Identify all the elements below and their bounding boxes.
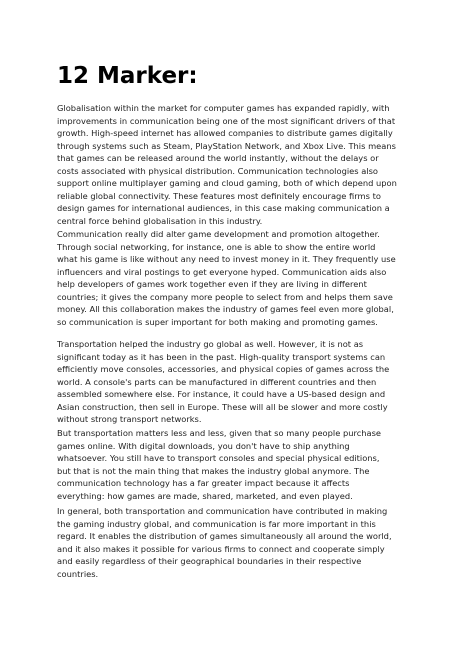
text-line: growth. High-speed internet has allowed companies to distribute games digitally <box>57 128 393 139</box>
text-line: regard. It enables the distribution of games simultaneously all around the world, <box>57 531 392 542</box>
text-line: efficiently move consoles, accessories, and physical copies of games across the <box>57 364 390 375</box>
text-line: costs associated with physical distribution. Communication technologies also <box>57 165 378 176</box>
text-line: support online multiplayer gaming and cloud gaming, both of which depend upon <box>57 178 397 189</box>
text-line: without strong transport networks. <box>57 414 202 425</box>
text-line: influencers and viral postings to get everyone hyped. Communication aids also <box>57 266 387 277</box>
text-line: Asian construction, then sell in Europe. These will all be slower and more costly <box>57 401 388 412</box>
text-line: In general, both transportation and communication have contributed in making <box>57 506 388 516</box>
text-line: and easily regardless of their geographical boundaries in their respective <box>57 556 362 567</box>
paragraph-4 <box>57 427 419 502</box>
text-line: countries. <box>57 568 99 579</box>
text-line: Through social networking, for instance, one is able to show the entire world <box>57 241 376 252</box>
text-line: games online. With digital downloads, you don't have to ship anything <box>57 440 350 451</box>
text-line: help developers of games work together even if they are living in different <box>57 279 367 290</box>
text-line: whatsoever. You still have to transport consoles and special physical editions, <box>57 453 380 464</box>
paragraph-1 <box>57 102 419 227</box>
text-line: countries; it gives the company more people to select from and helps them save <box>57 291 393 302</box>
paragraph-3 <box>57 338 419 426</box>
text-line: what his game is like without any need to invest money in it. They frequently use <box>57 254 396 265</box>
text-line: Transportation helped the industry go global as well. However, it is not as <box>57 339 364 349</box>
text-line: but that is not the main thing that makes the industry global anymore. The <box>57 465 370 476</box>
text-line: that games can be released around the world instantly, without the delays or <box>57 153 379 164</box>
text-line: significant today as it has been in the past. High-quality transport systems can <box>57 351 386 362</box>
text-line: communication technology has a far greater impact because it affects <box>57 478 350 489</box>
text-line: everything: how games are made, shared, marketed, and even played. <box>57 490 353 501</box>
text-line: the gaming industry global, and communication is far more important in this <box>57 518 376 529</box>
text-line: world. A console's parts can be manufactured in different countries and then <box>57 376 377 387</box>
text-line: design games for international audiences, in this case making communication a <box>57 203 390 214</box>
text-line: assembled somewhere else. For instance, it could have a US-based design and <box>57 389 386 400</box>
text-line: money. All this collaboration makes the industry of games feel even more global, <box>57 304 394 315</box>
text-line: through systems such as Steam, PlayStation Network, and Xbox Live. This means <box>57 140 396 151</box>
text-line: so communication is super important for both making and promoting games. <box>57 316 378 327</box>
text-line: and it also makes it possible for various firms to connect and cooperate simply <box>57 543 385 554</box>
paragraph-2 <box>57 228 419 328</box>
text-line: But transportation matters less and less, given that so many people purchase <box>57 428 382 438</box>
text-line: central force behind globalisation in this industry. <box>57 215 263 226</box>
paragraph-5 <box>57 505 419 580</box>
text-line: improvements in communication being one of the most significant drivers of that <box>57 115 396 126</box>
text-line: Globalisation within the market for computer games has expanded rapidly, with <box>57 103 390 113</box>
text-line: reliable global connectivity. These features most definitely encourage firms to <box>57 190 381 201</box>
text-line: Communication really did alter game development and promotion altogether. <box>57 229 380 239</box>
page-title: 12 Marker: <box>57 63 198 89</box>
